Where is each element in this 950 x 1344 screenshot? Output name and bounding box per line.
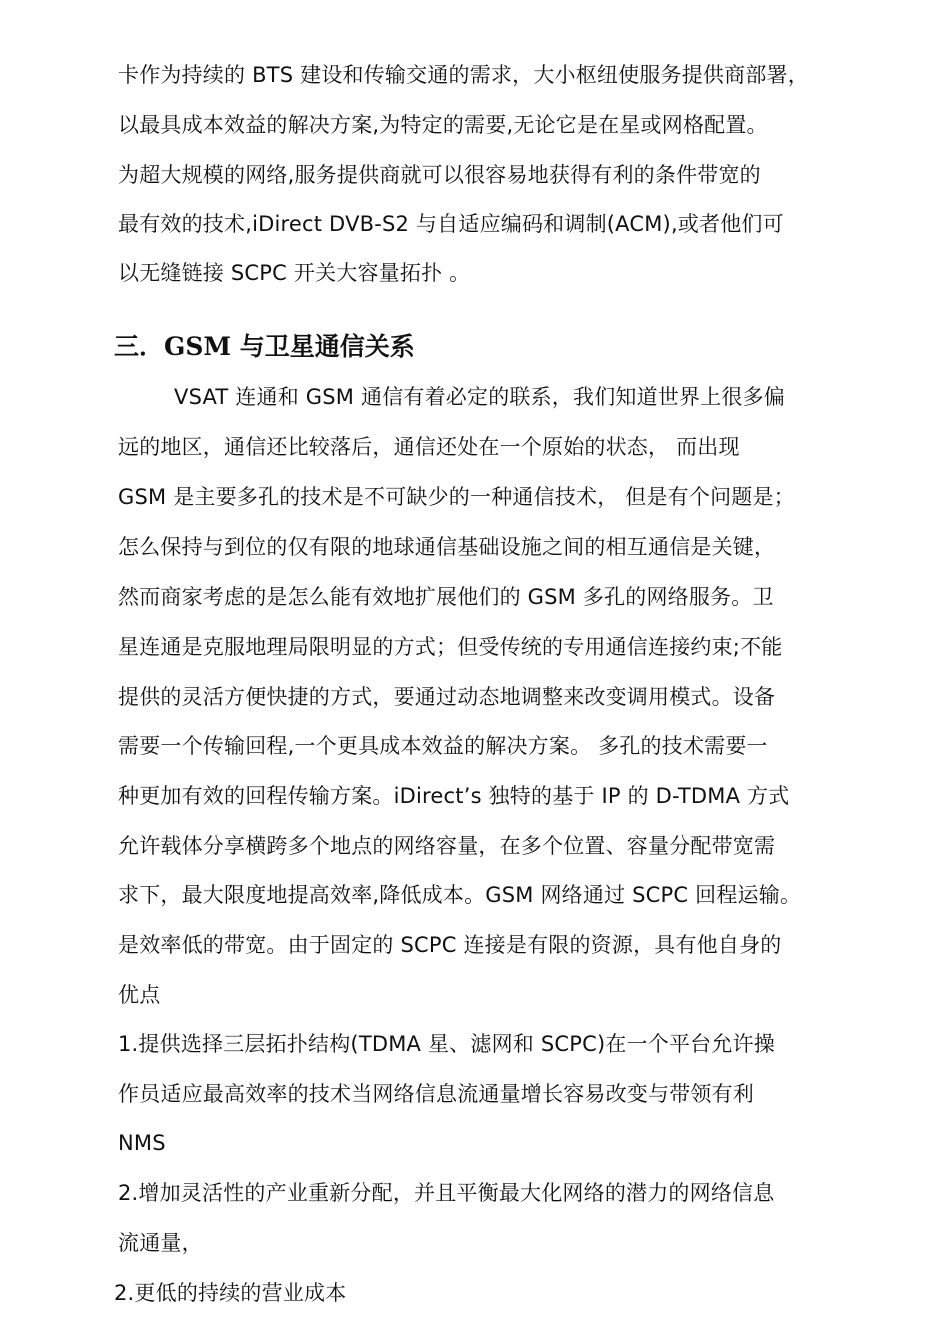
body-line-13: 优点	[118, 983, 161, 1007]
list-line-4: 2.增加灵活性的产业重新分配，并且平衡最大化网络的潜力的网络信息	[118, 1181, 775, 1205]
list-line-1: 1.提供选择三层拓扑结构(TDMA 星、滤网和 SCPC)在一个平台允许操	[118, 1032, 775, 1056]
list-line-2: 作员适应最高效率的技术当网络信息流通量增长容易改变与带领有利	[118, 1082, 754, 1106]
body-line-1: VSAT 连通和 GSM 通信有着必定的联系，我们知道世界上很多偏	[174, 385, 785, 409]
body-line-3: GSM 是主要多孔的技术是不可缺少的一种通信技术， 但是有个问题是；	[118, 485, 795, 509]
intro-line-5: 以无缝链接 SCPC 开关大容量拓扑 。	[118, 261, 471, 285]
section-heading: 三．GSM 与卫星通信关系	[114, 332, 415, 361]
intro-line-1: 卡作为持续的 BTS 建设和传输交通的需求，大小枢纽使服务提供商部署，	[118, 63, 809, 87]
body-line-5: 然而商家考虑的是怎么能有效地扩展他们的 GSM 多孔的网络服务。卫	[118, 585, 774, 609]
body-line-6: 星连通是克服地理局限明显的方式；但受传统的专用通信连接约束;不能	[118, 635, 783, 659]
list-line-5: 流通量，	[118, 1231, 203, 1255]
list-line-6: 2.更低的持续的营业成本	[114, 1281, 347, 1305]
body-line-4: 怎么保持与到位的仅有限的地球通信基础设施之间的相互通信是关键，	[118, 535, 776, 559]
intro-line-4: 最有效的技术,iDirect DVB-S2 与自适应编码和调制(ACM),或者他们可	[118, 212, 784, 236]
body-line-12: 是效率低的带宽。由于固定的 SCPC 连接是有限的资源，具有他自身的	[118, 933, 782, 957]
body-line-2: 远的地区，通信还比较落后，通信还处在一个原始的状态， 而出现	[118, 435, 740, 459]
body-line-8: 需要一个传输回程,一个更具成本效益的解决方案。 多孔的技术需要一	[118, 734, 768, 758]
intro-line-2: 以最具成本效益的解决方案,为特定的需要,无论它是在星或网格配置。	[118, 113, 768, 137]
body-line-10: 允许载体分享横跨多个地点的网络容量，在多个位置、容量分配带宽需	[118, 834, 776, 858]
intro-line-3: 为超大规模的网络,服务提供商就可以很容易地获得有利的条件带宽的	[118, 163, 761, 187]
list-line-3: NMS	[118, 1131, 166, 1155]
body-line-9: 种更加有效的回程传输方案。iDirect’s 独特的基于 IP 的 D-TDMA 方式	[118, 784, 790, 808]
body-line-7: 提供的灵活方便快捷的方式，要通过动态地调整来改变调用模式。设备	[118, 685, 776, 709]
body-line-11: 求下，最大限度地提高效率,降低成本。GSM 网络通过 SCPC 回程运输。	[118, 883, 802, 907]
